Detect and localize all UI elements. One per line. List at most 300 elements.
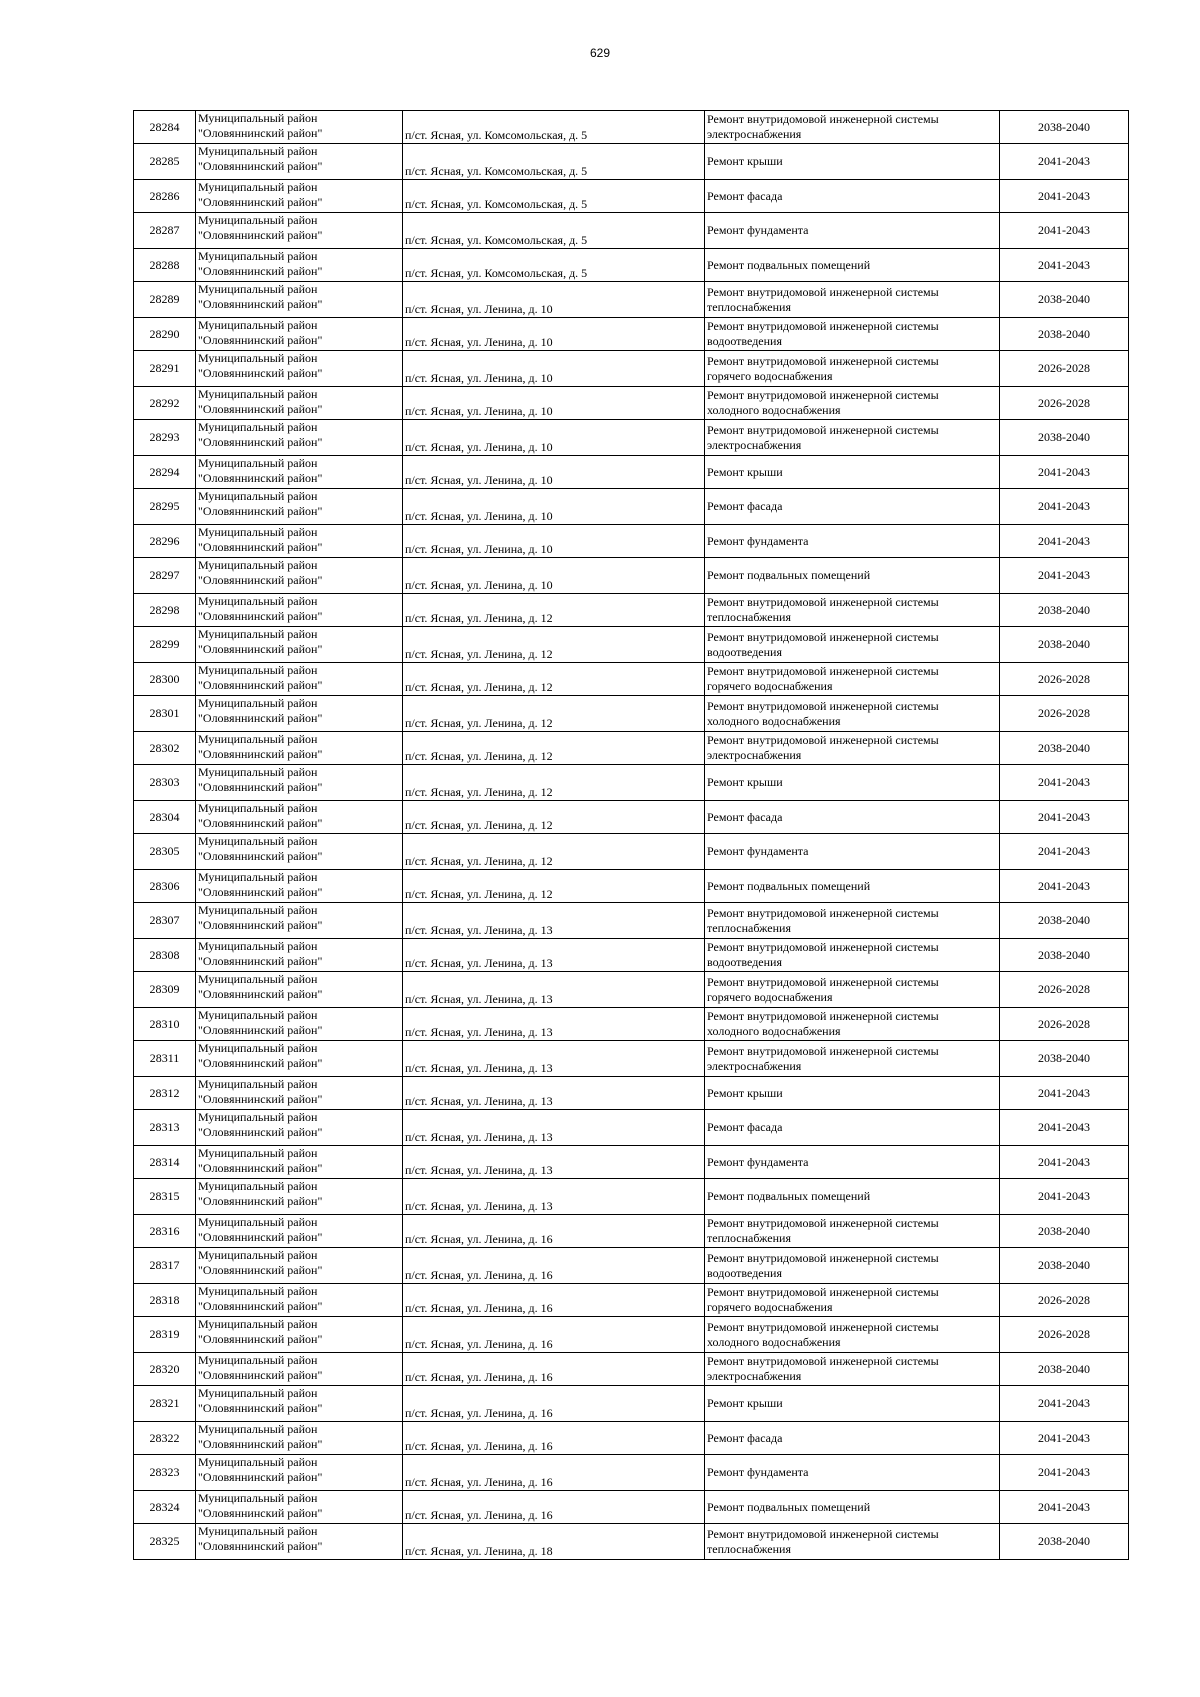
period-cell: 2038-2040	[1000, 627, 1129, 663]
address-cell: п/ст. Ясная, ул. Ленина, д. 13	[403, 1041, 705, 1077]
municipality-line-2: "Оловяннинский район"	[198, 1161, 323, 1175]
municipality-cell	[196, 387, 403, 420]
row-number-cell: 28315	[134, 1179, 196, 1215]
municipality-line-1: Муниципальный район	[198, 696, 318, 710]
work-type-cell	[705, 387, 1000, 420]
work-type-line-2: теплоснабжения	[707, 1231, 791, 1245]
table-row	[134, 1317, 1129, 1353]
work-type-line-2: водоотведения	[707, 334, 782, 348]
work-type-line-2: водоотведения	[707, 1265, 782, 1280]
work-type-line-1: Ремонт внутридомовой инженерной системы	[707, 1526, 939, 1541]
work-type-line-1: Ремонт внутридомовой инженерной системы	[707, 112, 939, 126]
municipality-cell	[196, 765, 403, 801]
work-type-line-2: теплоснабжения	[707, 610, 791, 624]
address-cell: п/ст. Ясная, ул. Ленина, д. 10	[403, 558, 705, 594]
work-type-cell	[705, 1491, 1000, 1524]
period-cell: 2041-2043	[1000, 558, 1129, 594]
table-row	[134, 558, 1129, 594]
row-number-cell: 28288	[134, 249, 196, 282]
period-cell: 2041-2043	[1000, 144, 1129, 180]
period-cell: 2041-2043	[1000, 801, 1129, 834]
work-type-cell	[705, 1146, 1000, 1179]
table-row	[134, 1455, 1129, 1491]
municipality-cell	[196, 351, 403, 387]
row-number-cell: 28294	[134, 456, 196, 489]
work-type-cell	[705, 972, 1000, 1008]
row-number-cell: 28299	[134, 627, 196, 663]
address-cell: п/ст. Ясная, ул. Ленина, д. 10	[403, 420, 705, 456]
municipality-cell	[196, 903, 403, 939]
period-cell: 2041-2043	[1000, 1422, 1129, 1455]
municipality-cell	[196, 1248, 403, 1284]
work-type-line-1: Ремонт фасада	[707, 1430, 783, 1445]
municipality-line-2: "Оловяннинский район"	[198, 678, 323, 692]
table-row	[134, 732, 1129, 765]
work-type-line-1: Ремонт фасада	[707, 188, 783, 203]
address-cell: п/ст. Ясная, ул. Ленина, д. 10	[403, 282, 705, 318]
municipality-cell	[196, 1146, 403, 1179]
row-number-cell: 28300	[134, 663, 196, 696]
municipality-line-1: Муниципальный район	[198, 558, 318, 572]
municipality-line-1: Муниципальный район	[198, 1110, 318, 1124]
municipality-line-2: "Оловяннинский район"	[198, 1263, 323, 1277]
row-number-cell: 28302	[134, 732, 196, 765]
municipality-cell	[196, 696, 403, 732]
work-type-line-2: теплоснабжения	[707, 920, 791, 935]
table-row	[134, 1524, 1129, 1560]
address-cell: п/ст. Ясная, ул. Ленина, д. 12	[403, 834, 705, 870]
work-type-line-1: Ремонт внутридомовой инженерной системы	[707, 1043, 939, 1058]
table-row	[134, 834, 1129, 870]
row-number-cell: 28322	[134, 1422, 196, 1455]
work-type-cell	[705, 525, 1000, 558]
municipality-cell	[196, 1284, 403, 1317]
municipality-line-2: "Оловяннинский район"	[198, 1299, 323, 1313]
work-type-line-1: Ремонт внутридомовой инженерной системы	[707, 388, 939, 402]
row-number-cell: 28285	[134, 144, 196, 180]
period-cell: 2038-2040	[1000, 594, 1129, 627]
period-cell: 2026-2028	[1000, 663, 1129, 696]
municipality-line-2: "Оловяннинский район"	[198, 159, 323, 173]
period-cell: 2038-2040	[1000, 1524, 1129, 1560]
period-cell: 2038-2040	[1000, 318, 1129, 351]
municipality-line-1: Муниципальный район	[198, 1248, 318, 1262]
municipality-line-2: "Оловяннинский район"	[198, 609, 323, 623]
work-type-cell	[705, 1179, 1000, 1215]
municipality-line-1: Муниципальный район	[198, 765, 318, 779]
table-row	[134, 282, 1129, 318]
address-cell: п/ст. Ясная, ул. Ленина, д. 12	[403, 732, 705, 765]
municipality-cell	[196, 870, 403, 903]
address-cell: п/ст. Ясная, ул. Ленина, д. 12	[403, 594, 705, 627]
period-cell: 2041-2043	[1000, 456, 1129, 489]
work-type-cell	[705, 1248, 1000, 1284]
work-type-cell	[705, 696, 1000, 732]
period-cell: 2026-2028	[1000, 387, 1129, 420]
municipality-line-1: Муниципальный район	[198, 903, 318, 917]
municipality-line-2: "Оловяннинский район"	[198, 1092, 323, 1106]
municipality-cell	[196, 1386, 403, 1422]
row-number-cell: 28324	[134, 1491, 196, 1524]
municipality-cell	[196, 318, 403, 351]
work-type-cell	[705, 420, 1000, 456]
municipality-line-2: "Оловяннинский район"	[198, 1506, 323, 1520]
municipality-line-2: "Оловяннинский район"	[198, 333, 323, 347]
period-cell: 2038-2040	[1000, 903, 1129, 939]
period-cell: 2026-2028	[1000, 696, 1129, 732]
work-type-line-2: холодного водоснабжения	[707, 1024, 841, 1038]
municipality-line-2: "Оловяннинский район"	[198, 1230, 323, 1244]
row-number-cell: 28305	[134, 834, 196, 870]
municipality-line-2: "Оловяннинский район"	[198, 1332, 323, 1346]
period-cell: 2041-2043	[1000, 1491, 1129, 1524]
municipality-line-1: Муниципальный район	[198, 1008, 318, 1022]
table-row	[134, 801, 1129, 834]
municipality-cell	[196, 111, 403, 144]
table-row	[134, 1008, 1129, 1041]
work-type-cell	[705, 180, 1000, 213]
municipality-cell	[196, 1317, 403, 1353]
period-cell: 2041-2043	[1000, 1386, 1129, 1422]
row-number-cell: 28295	[134, 489, 196, 525]
period-cell: 2038-2040	[1000, 732, 1129, 765]
work-type-cell	[705, 903, 1000, 939]
address-cell: п/ст. Ясная, ул. Ленина, д. 12	[403, 627, 705, 663]
municipality-line-1: Муниципальный район	[198, 180, 318, 194]
municipality-cell	[196, 627, 403, 663]
row-number-cell: 28311	[134, 1041, 196, 1077]
period-cell: 2041-2043	[1000, 1077, 1129, 1110]
work-type-line-1: Ремонт крыши	[707, 154, 783, 168]
period-cell: 2041-2043	[1000, 525, 1129, 558]
address-cell: п/ст. Ясная, ул. Ленина, д. 12	[403, 696, 705, 732]
municipality-line-2: "Оловяннинский район"	[198, 504, 323, 518]
row-number-cell: 28317	[134, 1248, 196, 1284]
municipality-line-1: Муниципальный район	[198, 456, 318, 470]
work-type-line-1: Ремонт крыши	[707, 1085, 783, 1100]
municipality-line-1: Муниципальный район	[198, 1077, 318, 1091]
table-row	[134, 456, 1129, 489]
row-number-cell: 28304	[134, 801, 196, 834]
work-type-line-1: Ремонт внутридомовой инженерной системы	[707, 422, 939, 437]
table-row	[134, 1077, 1129, 1110]
table-row	[134, 627, 1129, 663]
work-type-line-2: холодного водоснабжения	[707, 713, 841, 728]
address-cell: п/ст. Ясная, ул. Комсомольская, д. 5	[403, 111, 705, 144]
municipality-cell	[196, 144, 403, 180]
work-type-line-2: водоотведения	[707, 955, 782, 969]
address-cell: п/ст. Ясная, ул. Ленина, д. 16	[403, 1215, 705, 1248]
row-number-cell: 28289	[134, 282, 196, 318]
work-type-line-1: Ремонт фасада	[707, 499, 783, 513]
table-row	[134, 489, 1129, 525]
municipality-line-1: Муниципальный район	[198, 1146, 318, 1160]
table-row	[134, 144, 1129, 180]
municipality-line-2: "Оловяннинский район"	[198, 816, 323, 830]
address-cell: п/ст. Ясная, ул. Комсомольская, д. 5	[403, 144, 705, 180]
address-cell: п/ст. Ясная, ул. Ленина, д. 18	[403, 1524, 705, 1560]
row-number-cell: 28312	[134, 1077, 196, 1110]
work-type-cell	[705, 732, 1000, 765]
table-row	[134, 1491, 1129, 1524]
period-cell: 2038-2040	[1000, 282, 1129, 318]
work-type-cell	[705, 801, 1000, 834]
table-row	[134, 1284, 1129, 1317]
work-type-line-1: Ремонт крыши	[707, 775, 783, 789]
row-number-cell: 28284	[134, 111, 196, 144]
municipality-line-2: "Оловяннинский район"	[198, 1194, 323, 1208]
municipality-cell	[196, 1041, 403, 1077]
address-cell: п/ст. Ясная, ул. Ленина, д. 10	[403, 489, 705, 525]
municipality-line-1: Муниципальный район	[198, 1353, 318, 1367]
municipality-line-1: Муниципальный район	[198, 870, 318, 884]
work-type-line-1: Ремонт внутридомовой инженерной системы	[707, 1250, 939, 1265]
municipality-line-1: Муниципальный район	[198, 1455, 318, 1469]
municipality-line-2: "Оловяннинский район"	[198, 711, 323, 725]
address-cell: п/ст. Ясная, ул. Ленина, д. 16	[403, 1386, 705, 1422]
municipality-line-1: Муниципальный район	[198, 489, 318, 503]
row-number-cell: 28310	[134, 1008, 196, 1041]
table-row	[134, 1248, 1129, 1284]
period-cell: 2038-2040	[1000, 1215, 1129, 1248]
municipality-line-1: Муниципальный район	[198, 213, 318, 227]
municipality-line-1: Муниципальный район	[198, 627, 318, 641]
period-cell: 2038-2040	[1000, 1041, 1129, 1077]
work-type-line-1: Ремонт внутридомовой инженерной системы	[707, 1216, 939, 1230]
table-row	[134, 870, 1129, 903]
work-type-cell	[705, 1455, 1000, 1491]
address-cell: п/ст. Ясная, ул. Ленина, д. 12	[403, 765, 705, 801]
row-number-cell: 28297	[134, 558, 196, 594]
period-cell: 2041-2043	[1000, 489, 1129, 525]
work-type-line-1: Ремонт крыши	[707, 1396, 783, 1410]
table-row	[134, 1422, 1129, 1455]
work-type-cell	[705, 489, 1000, 525]
municipality-line-1: Муниципальный район	[198, 732, 318, 746]
work-type-line-2: теплоснабжения	[707, 299, 791, 314]
municipality-line-1: Муниципальный район	[198, 282, 318, 296]
address-cell: п/ст. Ясная, ул. Ленина, д. 16	[403, 1353, 705, 1386]
municipality-cell	[196, 801, 403, 834]
period-cell: 2041-2043	[1000, 180, 1129, 213]
work-type-cell	[705, 351, 1000, 387]
work-type-line-1: Ремонт внутридомовой инженерной системы	[707, 1285, 939, 1299]
period-cell: 2026-2028	[1000, 351, 1129, 387]
municipality-line-2: "Оловяннинский район"	[198, 126, 323, 140]
table-row	[134, 594, 1129, 627]
municipality-cell	[196, 732, 403, 765]
period-cell: 2041-2043	[1000, 1455, 1129, 1491]
work-type-cell	[705, 1284, 1000, 1317]
work-type-line-1: Ремонт фасада	[707, 809, 783, 824]
row-number-cell: 28320	[134, 1353, 196, 1386]
period-cell: 2041-2043	[1000, 834, 1129, 870]
period-cell: 2038-2040	[1000, 939, 1129, 972]
table-row	[134, 765, 1129, 801]
municipality-line-2: "Оловяннинский район"	[198, 1401, 323, 1415]
municipality-line-1: Муниципальный район	[198, 420, 318, 434]
work-type-line-2: теплоснабжения	[707, 1541, 791, 1556]
municipality-cell	[196, 489, 403, 525]
row-number-cell: 28291	[134, 351, 196, 387]
work-type-cell	[705, 1110, 1000, 1146]
municipality-cell	[196, 663, 403, 696]
municipality-cell	[196, 1215, 403, 1248]
work-type-line-2: горячего водоснабжения	[707, 368, 833, 383]
period-cell: 2038-2040	[1000, 1248, 1129, 1284]
row-number-cell: 28306	[134, 870, 196, 903]
table-row	[134, 903, 1129, 939]
municipality-line-2: "Оловяннинский район"	[198, 1437, 323, 1451]
row-number-cell: 28292	[134, 387, 196, 420]
municipality-line-2: "Оловяннинский район"	[198, 747, 323, 761]
municipality-cell	[196, 594, 403, 627]
row-number-cell: 28323	[134, 1455, 196, 1491]
table-row	[134, 420, 1129, 456]
table-row	[134, 351, 1129, 387]
municipality-cell	[196, 1008, 403, 1041]
municipality-cell	[196, 1077, 403, 1110]
address-cell: п/ст. Ясная, ул. Ленина, д. 13	[403, 1179, 705, 1215]
municipality-cell	[196, 180, 403, 213]
work-type-cell	[705, 663, 1000, 696]
table-row	[134, 1386, 1129, 1422]
address-cell: п/ст. Ясная, ул. Ленина, д. 16	[403, 1491, 705, 1524]
period-cell: 2026-2028	[1000, 972, 1129, 1008]
work-type-line-2: электроснабжения	[707, 748, 802, 762]
period-cell: 2038-2040	[1000, 111, 1129, 144]
work-type-line-1: Ремонт внутридомовой инженерной системы	[707, 595, 939, 609]
municipality-line-1: Муниципальный район	[198, 318, 318, 332]
address-cell: п/ст. Ясная, ул. Ленина, д. 13	[403, 939, 705, 972]
work-type-line-1: Ремонт фундамента	[707, 223, 809, 237]
municipality-line-2: "Оловяннинский район"	[198, 402, 323, 416]
row-number-cell: 28298	[134, 594, 196, 627]
work-type-line-1: Ремонт внутридомовой инженерной системы	[707, 698, 939, 713]
address-cell: п/ст. Ясная, ул. Ленина, д. 13	[403, 903, 705, 939]
period-cell: 2041-2043	[1000, 1179, 1129, 1215]
row-number-cell: 28314	[134, 1146, 196, 1179]
municipality-line-1: Муниципальный район	[198, 387, 318, 401]
period-cell: 2041-2043	[1000, 870, 1129, 903]
work-type-cell	[705, 1386, 1000, 1422]
municipality-line-2: "Оловяннинский район"	[198, 987, 323, 1001]
table-row	[134, 1110, 1129, 1146]
work-type-cell	[705, 558, 1000, 594]
municipality-line-1: Муниципальный район	[198, 249, 318, 263]
municipality-line-2: "Оловяннинский район"	[198, 264, 323, 278]
work-type-cell	[705, 870, 1000, 903]
address-cell: п/ст. Ясная, ул. Ленина, д. 13	[403, 1008, 705, 1041]
work-type-cell	[705, 111, 1000, 144]
municipality-cell	[196, 558, 403, 594]
row-number-cell: 28287	[134, 213, 196, 249]
period-cell: 2041-2043	[1000, 1110, 1129, 1146]
municipality-line-1: Муниципальный район	[198, 1215, 318, 1229]
work-type-line-1: Ремонт крыши	[707, 464, 783, 479]
municipality-line-2: "Оловяннинский район"	[198, 954, 323, 968]
work-type-cell	[705, 1524, 1000, 1560]
work-type-line-1: Ремонт подвальных помещений	[707, 1499, 871, 1514]
work-type-cell	[705, 282, 1000, 318]
municipality-cell	[196, 456, 403, 489]
address-cell: п/ст. Ясная, ул. Ленина, д. 16	[403, 1248, 705, 1284]
work-type-line-1: Ремонт внутридомовой инженерной системы	[707, 1354, 939, 1368]
address-cell: п/ст. Ясная, ул. Ленина, д. 13	[403, 1110, 705, 1146]
row-number-cell: 28316	[134, 1215, 196, 1248]
municipality-cell	[196, 282, 403, 318]
work-type-line-1: Ремонт фундамента	[707, 1154, 809, 1169]
row-number-cell: 28319	[134, 1317, 196, 1353]
address-cell: п/ст. Ясная, ул. Ленина, д. 10	[403, 318, 705, 351]
work-type-line-1: Ремонт фундамента	[707, 1465, 809, 1479]
table-row	[134, 1041, 1129, 1077]
work-type-line-1: Ремонт внутридомовой инженерной системы	[707, 319, 939, 333]
table-row	[134, 318, 1129, 351]
municipality-cell	[196, 1179, 403, 1215]
table-row	[134, 1353, 1129, 1386]
municipality-line-2: "Оловяннинский район"	[198, 297, 323, 311]
work-type-line-2: холодного водоснабжения	[707, 403, 841, 417]
municipality-line-1: Муниципальный район	[198, 801, 318, 815]
municipality-line-2: "Оловяннинский район"	[198, 366, 323, 380]
work-type-line-2: электроснабжения	[707, 437, 802, 452]
period-cell: 2041-2043	[1000, 1146, 1129, 1179]
row-number-cell: 28307	[134, 903, 196, 939]
table-row	[134, 663, 1129, 696]
municipality-line-2: "Оловяннинский район"	[198, 1539, 323, 1553]
municipality-line-1: Муниципальный район	[198, 939, 318, 953]
work-type-cell	[705, 594, 1000, 627]
work-type-cell	[705, 1215, 1000, 1248]
table-row	[134, 1146, 1129, 1179]
municipality-line-2: "Оловяннинский район"	[198, 228, 323, 242]
work-type-cell	[705, 456, 1000, 489]
work-type-line-2: горячего водоснабжения	[707, 989, 833, 1004]
municipality-line-2: "Оловяннинский район"	[198, 918, 323, 932]
table-row	[134, 249, 1129, 282]
municipality-line-1: Муниципальный район	[198, 594, 318, 608]
table-row	[134, 213, 1129, 249]
row-number-cell: 28325	[134, 1524, 196, 1560]
municipality-line-1: Муниципальный район	[198, 1284, 318, 1298]
work-type-cell	[705, 213, 1000, 249]
address-cell: п/ст. Ясная, ул. Ленина, д. 12	[403, 663, 705, 696]
table-row	[134, 525, 1129, 558]
period-cell: 2026-2028	[1000, 1284, 1129, 1317]
row-number-cell: 28303	[134, 765, 196, 801]
repair-schedule-table	[133, 110, 1129, 1560]
work-type-cell	[705, 1422, 1000, 1455]
work-type-cell	[705, 249, 1000, 282]
row-number-cell: 28286	[134, 180, 196, 213]
municipality-line-2: "Оловяннинский район"	[198, 1470, 323, 1484]
municipality-line-2: "Оловяннинский район"	[198, 780, 323, 794]
row-number-cell: 28301	[134, 696, 196, 732]
work-type-line-1: Ремонт внутридомовой инженерной системы	[707, 629, 939, 644]
table-body	[134, 111, 1129, 1560]
work-type-cell	[705, 318, 1000, 351]
municipality-line-2: "Оловяннинский район"	[198, 1125, 323, 1139]
work-type-line-1: Ремонт подвальных помещений	[707, 1189, 871, 1203]
work-type-line-2: электроснабжения	[707, 1369, 802, 1383]
municipality-line-1: Муниципальный район	[198, 1386, 318, 1400]
work-type-cell	[705, 834, 1000, 870]
work-type-cell	[705, 1008, 1000, 1041]
work-type-cell	[705, 1353, 1000, 1386]
address-cell: п/ст. Ясная, ул. Ленина, д. 13	[403, 1146, 705, 1179]
table-row	[134, 939, 1129, 972]
